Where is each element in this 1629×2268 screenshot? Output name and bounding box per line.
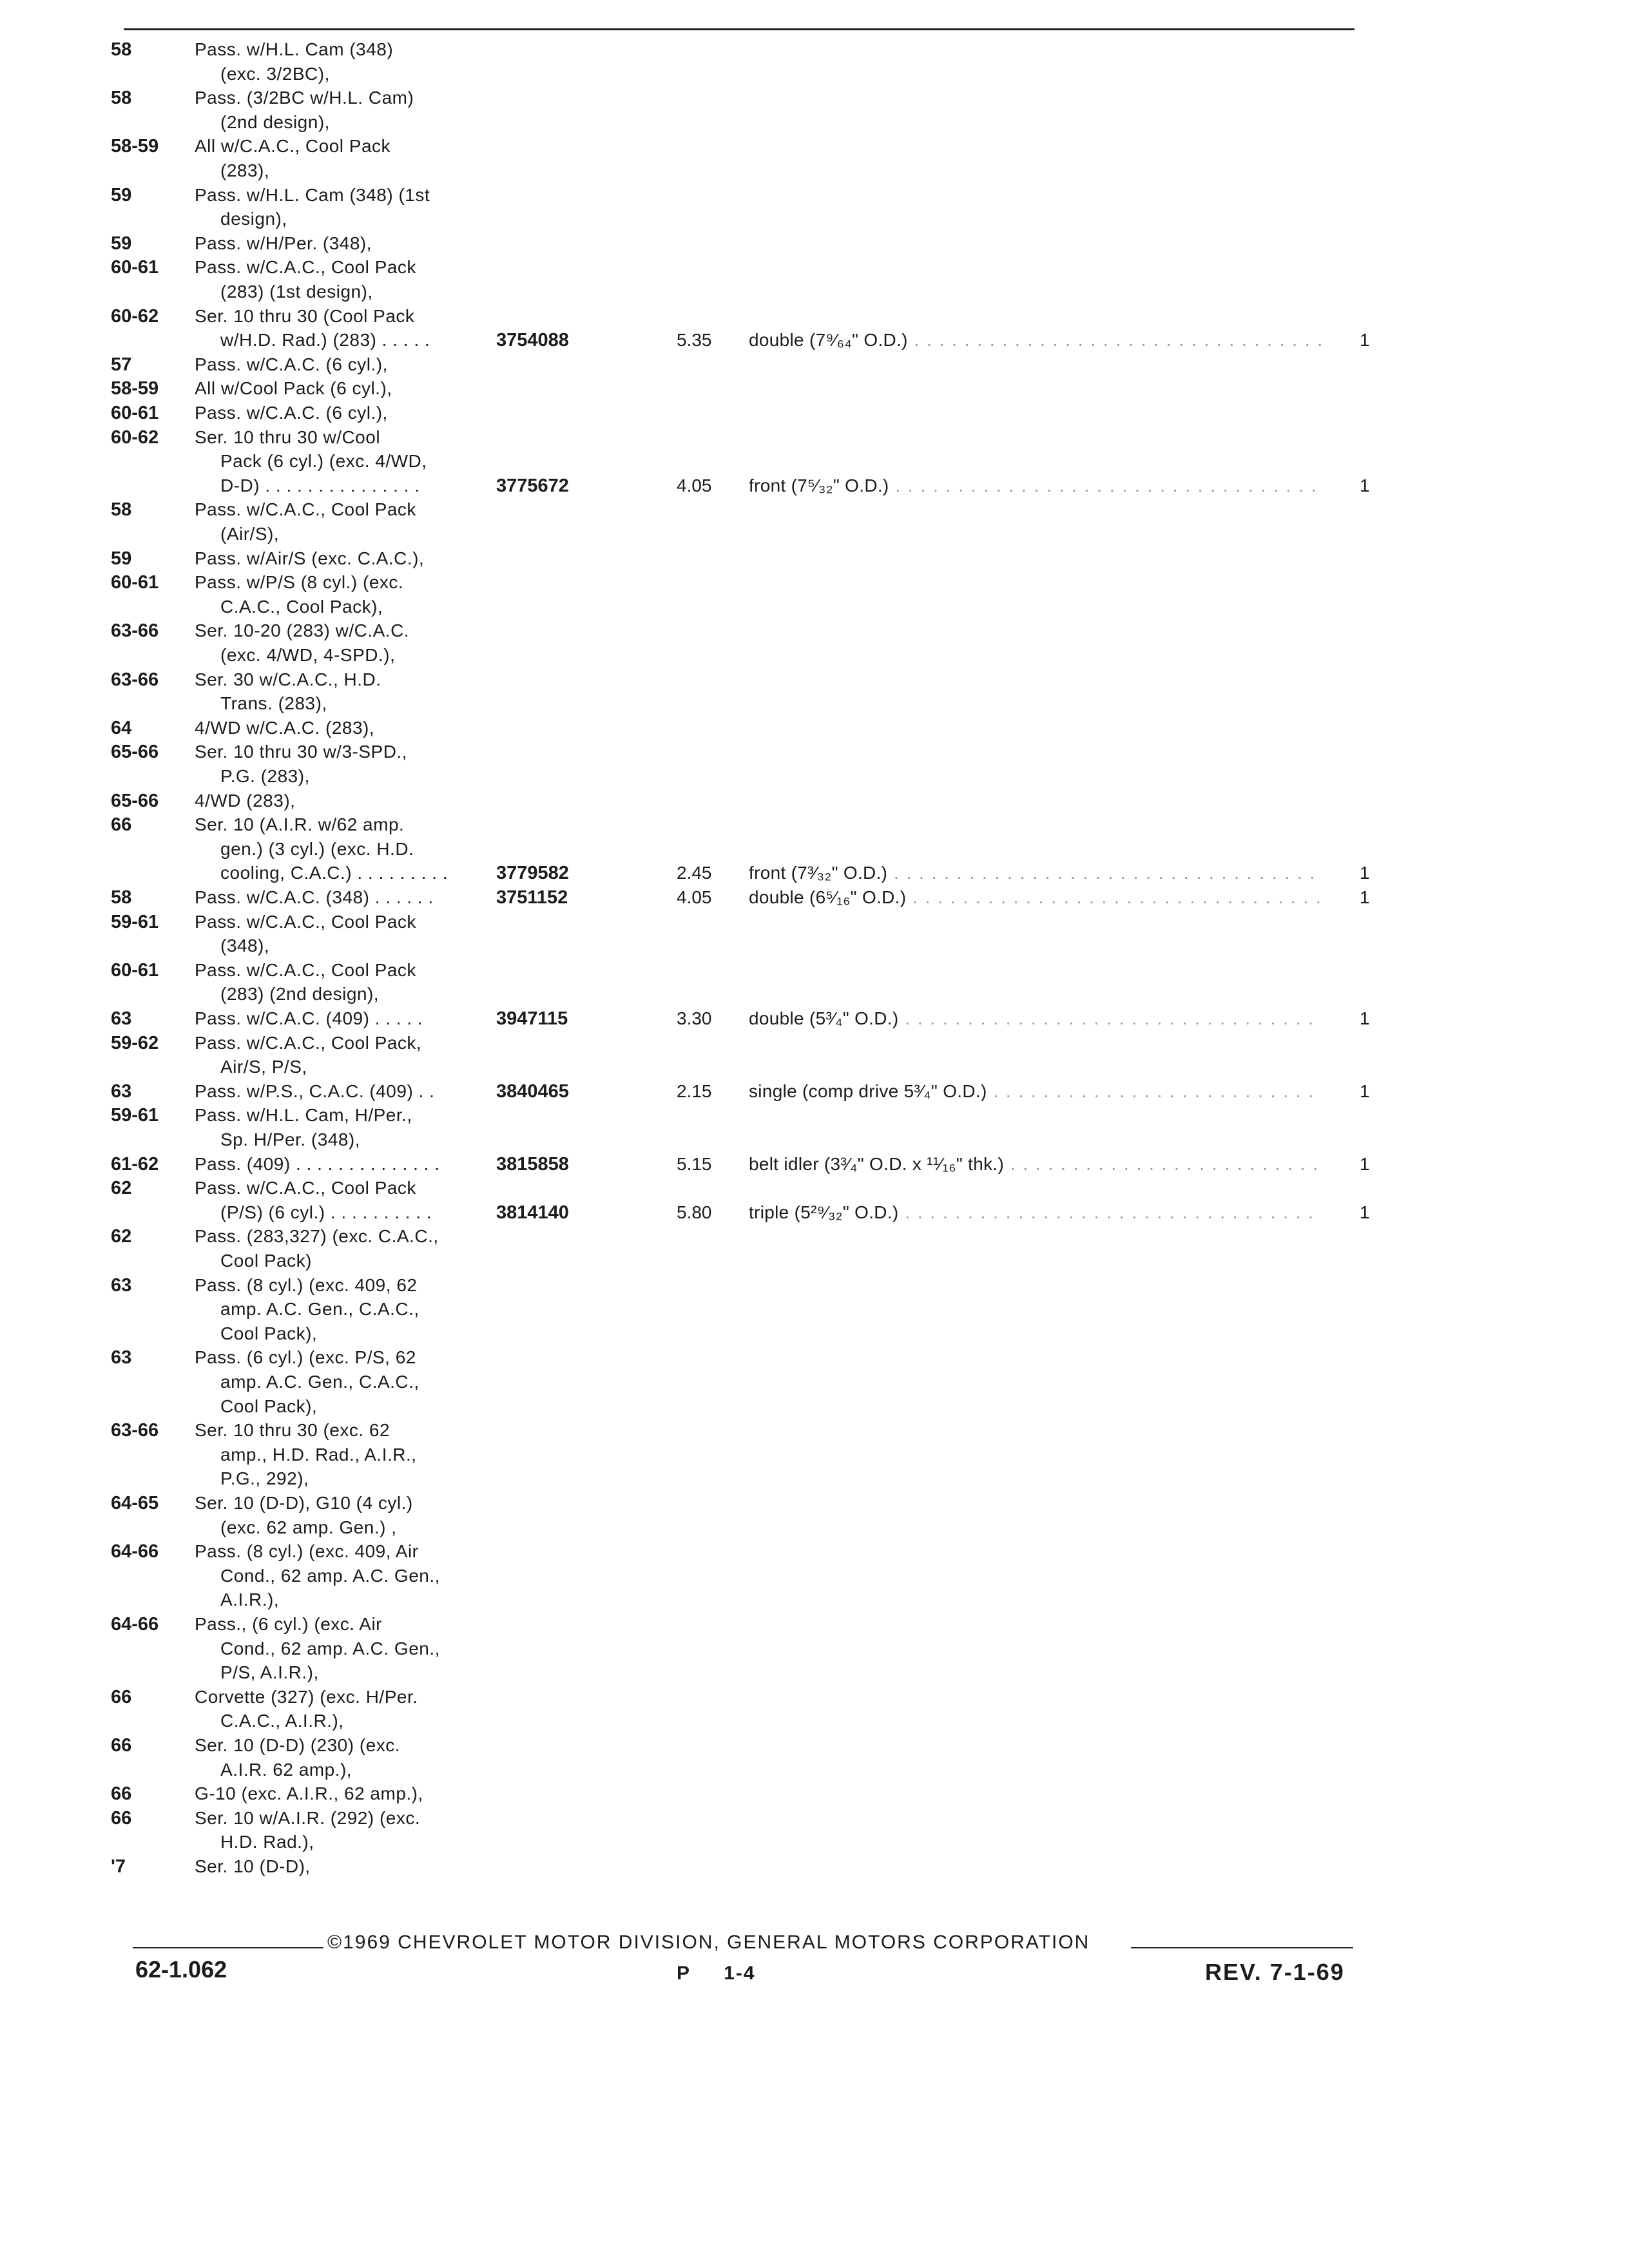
description-line: Pass. w/H/Per. (348), xyxy=(195,233,372,253)
part-description: front (7³⁄₃₂" O.D.) . . . xyxy=(749,861,1322,885)
description-line: 4/WD w/C.A.C. (283), xyxy=(195,717,375,738)
application-description xyxy=(195,401,388,425)
application-description xyxy=(195,546,424,571)
description-line: (exc. 4/WD, 4-SPD.), xyxy=(220,644,396,665)
description-line: (exc. 3/2BC), xyxy=(220,63,330,84)
description-line: Pass. w/C.A.C., Cool Pack xyxy=(195,1178,416,1198)
application-description xyxy=(195,1079,434,1104)
parts-entry xyxy=(0,1079,1418,1102)
model-years: 63 xyxy=(111,1081,132,1102)
application-description xyxy=(195,958,416,1006)
description-line: Pass., (6 cyl.) (exc. Air xyxy=(195,1614,382,1634)
description-line: (283) (1st design), xyxy=(220,281,373,302)
description-line: (P/S) (6 cyl.) . . . . . . . . . . xyxy=(220,1202,432,1222)
part-number: 3840465 xyxy=(496,1081,569,1102)
description-line: Pass. (283,327) (exc. C.A.C., xyxy=(195,1226,439,1247)
application-description xyxy=(195,1685,418,1733)
application-description xyxy=(195,1152,440,1177)
model-years: 59 xyxy=(111,548,132,569)
model-years: 59 xyxy=(111,233,132,254)
description-line: Pass. (409) . . . . . . . . . . . . . . xyxy=(195,1153,440,1174)
model-years: 57 xyxy=(111,354,132,375)
list-price: 4.05 xyxy=(677,887,712,907)
parts-entry xyxy=(0,1733,1418,1780)
description-line: C.A.C., Cool Pack), xyxy=(220,596,383,617)
description-line: (exc. 62 amp. Gen.) , xyxy=(220,1517,397,1537)
description-line: P.G. (283), xyxy=(220,765,310,786)
application-description xyxy=(195,1782,423,1806)
application-description xyxy=(195,255,416,303)
model-years: 63 xyxy=(111,1274,132,1296)
description-line: Pass. w/H.L. Cam (348) (1st xyxy=(195,184,430,205)
description-line: All w/C.A.C., Cool Pack xyxy=(195,136,391,157)
quantity: 1 xyxy=(1360,1081,1370,1101)
footer-rule-left xyxy=(133,1947,323,1948)
description-line: w/H.D. Rad.) (283) . . . . . xyxy=(220,330,430,351)
description-line: Ser. 10 thru 30 (exc. 62 xyxy=(195,1420,390,1441)
parts-entry xyxy=(0,1031,1418,1077)
description-line: Sp. H/Per. (348), xyxy=(220,1129,361,1149)
part-number: 3947115 xyxy=(496,1008,568,1029)
application-description xyxy=(195,812,448,885)
application-description xyxy=(195,352,388,377)
description-line: Pass. (3/2BC w/H.L. Cam) xyxy=(195,88,414,108)
list-price: 5.80 xyxy=(677,1202,712,1222)
description-line: Ser. 10 (A.I.R. w/62 amp. xyxy=(195,814,405,835)
model-years: 64-65 xyxy=(111,1493,159,1514)
parts-entry xyxy=(0,546,1418,569)
description-line: Ser. 10 (D-D), xyxy=(195,1856,311,1876)
list-price: 4.05 xyxy=(677,475,712,495)
model-years: 58-59 xyxy=(111,378,159,399)
model-years: 58 xyxy=(111,88,132,109)
part-description: triple (5²⁹⁄₃₂" O.D.) . . . xyxy=(749,1200,1322,1225)
document-number: 62-1.062 xyxy=(135,1956,227,1983)
parts-entry xyxy=(0,497,1418,544)
description-line: G-10 (exc. A.I.R., 62 amp.), xyxy=(195,1783,423,1804)
model-years: 66 xyxy=(111,814,132,836)
model-years: '7 xyxy=(111,1856,126,1877)
description-line: Pass. w/C.A.C., Cool Pack xyxy=(195,959,416,980)
part-number: 3751152 xyxy=(496,887,568,908)
description-line: P/S, A.I.R.), xyxy=(220,1662,319,1683)
parts-entry xyxy=(0,1103,1418,1149)
application-description xyxy=(195,86,414,134)
parts-entry xyxy=(0,425,1418,496)
model-years: 64-66 xyxy=(111,1541,159,1562)
parts-entry xyxy=(0,1006,1418,1029)
part-number: 3815858 xyxy=(496,1153,569,1175)
application-description xyxy=(195,1418,417,1491)
application-description xyxy=(195,619,409,667)
parts-entry xyxy=(0,1612,1418,1683)
application-description xyxy=(195,1345,419,1418)
model-years: 59-61 xyxy=(111,1105,159,1126)
parts-entry xyxy=(0,231,1418,254)
model-years: 60-61 xyxy=(111,257,159,278)
application-description xyxy=(195,1491,413,1539)
model-years: 60-61 xyxy=(111,959,159,981)
copyright-notice: ©1969 CHEVROLET MOTOR DIVISION, GENERAL MOTORS CORPORATION xyxy=(327,1932,1090,1953)
part-description: double (6⁵⁄₁₆" O.D.) . . . xyxy=(749,885,1322,910)
application-description xyxy=(195,1612,440,1685)
list-price: 5.35 xyxy=(677,330,712,351)
quantity: 1 xyxy=(1360,887,1370,907)
description-line: Ser. 10 (D-D) (230) (exc. xyxy=(195,1735,401,1755)
application-description xyxy=(195,134,390,182)
parts-entry xyxy=(0,183,1418,229)
description-line: Pass. w/C.A.C. (348) . . . . . . xyxy=(195,887,434,907)
list-price: 5.15 xyxy=(677,1153,712,1174)
model-years: 64-66 xyxy=(111,1614,159,1635)
parts-entry xyxy=(0,958,1418,1004)
description-line: (348), xyxy=(220,936,270,956)
parts-entry xyxy=(0,1152,1418,1175)
description-line: Pass. w/C.A.C., Cool Pack xyxy=(195,499,416,520)
part-description: double (7⁹⁄₆₄" O.D.) . . . xyxy=(749,328,1322,352)
quantity: 1 xyxy=(1360,1008,1370,1028)
part-number: 3779582 xyxy=(496,863,569,884)
model-years: 63-66 xyxy=(111,669,159,690)
description-line: Ser. 10-20 (283) w/C.A.C. xyxy=(195,620,410,641)
description-line: Pass. w/C.A.C. (6 cyl.), xyxy=(195,354,388,374)
description-line: Ser. 10 (D-D), G10 (4 cyl.) xyxy=(195,1493,413,1513)
part-description: front (7⁵⁄₃₂" O.D.) . . . xyxy=(749,474,1322,498)
parts-entry xyxy=(0,570,1418,617)
application-description xyxy=(195,789,295,813)
application-description xyxy=(195,1103,412,1151)
description-line: Ser. 10 thru 30 w/3-SPD., xyxy=(195,742,407,762)
description-line: Pack (6 cyl.) (exc. 4/WD, xyxy=(220,451,427,472)
description-line: Cool Pack), xyxy=(220,1396,318,1416)
application-description xyxy=(195,910,416,958)
description-line: Pass. (8 cyl.) (exc. 409, Air xyxy=(195,1541,419,1562)
application-description xyxy=(195,1854,311,1879)
application-description xyxy=(195,1273,419,1346)
model-years: 66 xyxy=(111,1735,132,1756)
quantity: 1 xyxy=(1360,475,1370,495)
description-line: amp. A.C. Gen., C.A.C., xyxy=(220,1371,419,1392)
parts-entry xyxy=(0,1854,1418,1877)
part-number: 3754088 xyxy=(496,330,569,351)
model-years: 63-66 xyxy=(111,620,159,642)
model-years: 59-61 xyxy=(111,911,159,932)
description-line: H.D. Rad.), xyxy=(220,1832,314,1852)
description-line: Ser. 10 thru 30 (Cool Pack xyxy=(195,305,415,326)
footer-rule-right xyxy=(1131,1947,1353,1948)
model-years: 58-59 xyxy=(111,136,159,157)
application-description xyxy=(195,1539,440,1612)
description-line: Cool Pack) xyxy=(220,1250,312,1271)
model-years: 60-62 xyxy=(111,427,159,448)
model-years: 60-62 xyxy=(111,305,159,327)
part-number: 3775672 xyxy=(496,475,569,496)
description-line: Pass. w/H.L. Cam (348) xyxy=(195,39,394,59)
description-line: Ser. 30 w/C.A.C., H.D. xyxy=(195,669,381,689)
application-description xyxy=(195,1006,423,1031)
parts-entry xyxy=(0,1418,1418,1489)
model-years: 58 xyxy=(111,499,132,521)
application-description xyxy=(195,885,434,910)
description-line: Cool Pack), xyxy=(220,1323,318,1343)
parts-entry xyxy=(0,1273,1418,1343)
description-line: Pass. (8 cyl.) (exc. 409, 62 xyxy=(195,1274,418,1295)
model-years: 63-66 xyxy=(111,1420,159,1441)
description-line: Air/S, P/S, xyxy=(220,1057,307,1077)
model-years: 65-66 xyxy=(111,790,159,811)
description-line: Pass. w/C.A.C. (6 cyl.), xyxy=(195,403,388,423)
model-years: 60-61 xyxy=(111,403,159,423)
description-line: amp., H.D. Rad., A.I.R., xyxy=(220,1444,417,1465)
description-line: Pass. w/C.A.C., Cool Pack xyxy=(195,257,416,278)
part-number: 3814140 xyxy=(496,1202,569,1223)
application-description xyxy=(195,497,416,546)
parts-entry xyxy=(0,352,1418,375)
description-line: Pass. w/H.L. Cam, H/Per., xyxy=(195,1105,412,1126)
parts-entry xyxy=(0,885,1418,908)
application-description xyxy=(195,570,403,619)
application-description xyxy=(195,716,374,740)
description-line: Corvette (327) (exc. H/Per. xyxy=(195,1686,418,1707)
application-description xyxy=(195,1733,400,1782)
application-description xyxy=(195,304,430,352)
revision-date: REV. 7-1-69 xyxy=(1205,1959,1345,1985)
model-years: 63 xyxy=(111,1347,132,1369)
list-price: 3.30 xyxy=(677,1008,712,1028)
description-line: design), xyxy=(220,209,287,229)
model-years: 66 xyxy=(111,1686,132,1707)
model-years: 58 xyxy=(111,887,132,908)
description-line: Pass. w/P.S., C.A.C. (409) . . xyxy=(195,1081,435,1101)
description-line: All w/Cool Pack (6 cyl.), xyxy=(195,378,392,399)
parts-entry xyxy=(0,1539,1418,1610)
application-description xyxy=(195,1806,420,1854)
description-line: D-D) . . . . . . . . . . . . . . . xyxy=(220,475,420,495)
model-years: 62 xyxy=(111,1226,132,1247)
quantity: 1 xyxy=(1360,1202,1370,1222)
application-description xyxy=(195,668,381,716)
application-description xyxy=(195,1031,421,1079)
part-description: belt idler (3³⁄₄" O.D. x ¹¹⁄₁₆" thk.) . . . xyxy=(749,1152,1322,1177)
application-description xyxy=(195,1224,439,1273)
description-line: gen.) (3 cyl.) (exc. H.D. xyxy=(220,838,414,859)
description-line: 4/WD (283), xyxy=(195,790,296,811)
model-years: 66 xyxy=(111,1807,132,1829)
description-line: (283) (2nd design), xyxy=(220,984,380,1004)
parts-entry xyxy=(0,1176,1418,1223)
description-line: Pass. w/C.A.C. (409) . . . . . xyxy=(195,1008,423,1028)
parts-entry xyxy=(0,1224,1418,1271)
description-line: Pass. w/Air/S (exc. C.A.C.), xyxy=(195,548,425,568)
description-line: A.I.R. 62 amp.), xyxy=(220,1759,352,1780)
description-line: Pass. w/C.A.C., Cool Pack, xyxy=(195,1032,422,1053)
description-line: Pass. w/C.A.C., Cool Pack xyxy=(195,911,416,932)
parts-entry xyxy=(0,304,1418,351)
parts-entry xyxy=(0,376,1418,399)
description-line: Cond., 62 amp. A.C. Gen., xyxy=(220,1565,440,1586)
quantity: 1 xyxy=(1360,863,1370,883)
description-line: (Air/S), xyxy=(220,523,280,544)
page-number: P 1-4 xyxy=(677,1963,756,1984)
parts-entry xyxy=(0,255,1418,302)
parts-entry xyxy=(0,1491,1418,1537)
application-description xyxy=(195,740,407,788)
model-years: 62 xyxy=(111,1178,132,1199)
model-years: 61-62 xyxy=(111,1153,159,1175)
application-description xyxy=(195,376,392,401)
model-years: 59 xyxy=(111,184,132,206)
part-description: single (comp drive 5³⁄₄" O.D.) . . . xyxy=(749,1079,1322,1104)
description-line: Pass. (6 cyl.) (exc. P/S, 62 xyxy=(195,1347,416,1368)
parts-entry xyxy=(0,1345,1418,1416)
list-price: 2.45 xyxy=(677,863,712,883)
parts-entry xyxy=(0,1806,1418,1852)
model-years: 59-62 xyxy=(111,1032,159,1053)
description-line: Cond., 62 amp. A.C. Gen., xyxy=(220,1638,440,1658)
parts-entry xyxy=(0,812,1418,884)
description-line: cooling, C.A.C.) . . . . . . . . . xyxy=(220,863,448,883)
description-line: amp. A.C. Gen., C.A.C., xyxy=(220,1299,419,1320)
description-line: Ser. 10 thru 30 w/Cool xyxy=(195,427,381,447)
description-line: Trans. (283), xyxy=(220,693,327,714)
parts-entry xyxy=(0,1685,1418,1731)
model-years: 60-61 xyxy=(111,572,159,593)
part-description: double (5³⁄₄" O.D.) . . . xyxy=(749,1006,1322,1031)
description-line: P.G., 292), xyxy=(220,1468,309,1489)
model-years: 65-66 xyxy=(111,742,159,763)
application-description xyxy=(195,37,393,86)
parts-entry xyxy=(0,37,1418,84)
application-description xyxy=(195,231,372,256)
description-line: A.I.R.), xyxy=(220,1590,280,1610)
description-line: Pass. w/P/S (8 cyl.) (exc. xyxy=(195,572,404,593)
model-years: 63 xyxy=(111,1008,132,1029)
description-line: Ser. 10 w/A.I.R. (292) (exc. xyxy=(195,1807,421,1828)
model-years: 58 xyxy=(111,39,132,60)
quantity: 1 xyxy=(1360,1153,1370,1174)
application-description xyxy=(195,183,430,231)
description-line: (283), xyxy=(220,160,270,180)
model-years: 66 xyxy=(111,1783,132,1805)
description-line: (2nd design), xyxy=(220,111,330,132)
parts-entry xyxy=(0,134,1418,180)
quantity: 1 xyxy=(1360,330,1370,351)
list-price: 2.15 xyxy=(677,1081,712,1101)
application-description xyxy=(195,1176,432,1224)
application-description xyxy=(195,425,427,498)
model-years: 64 xyxy=(111,717,132,738)
description-line: C.A.C., A.I.R.), xyxy=(220,1711,344,1731)
